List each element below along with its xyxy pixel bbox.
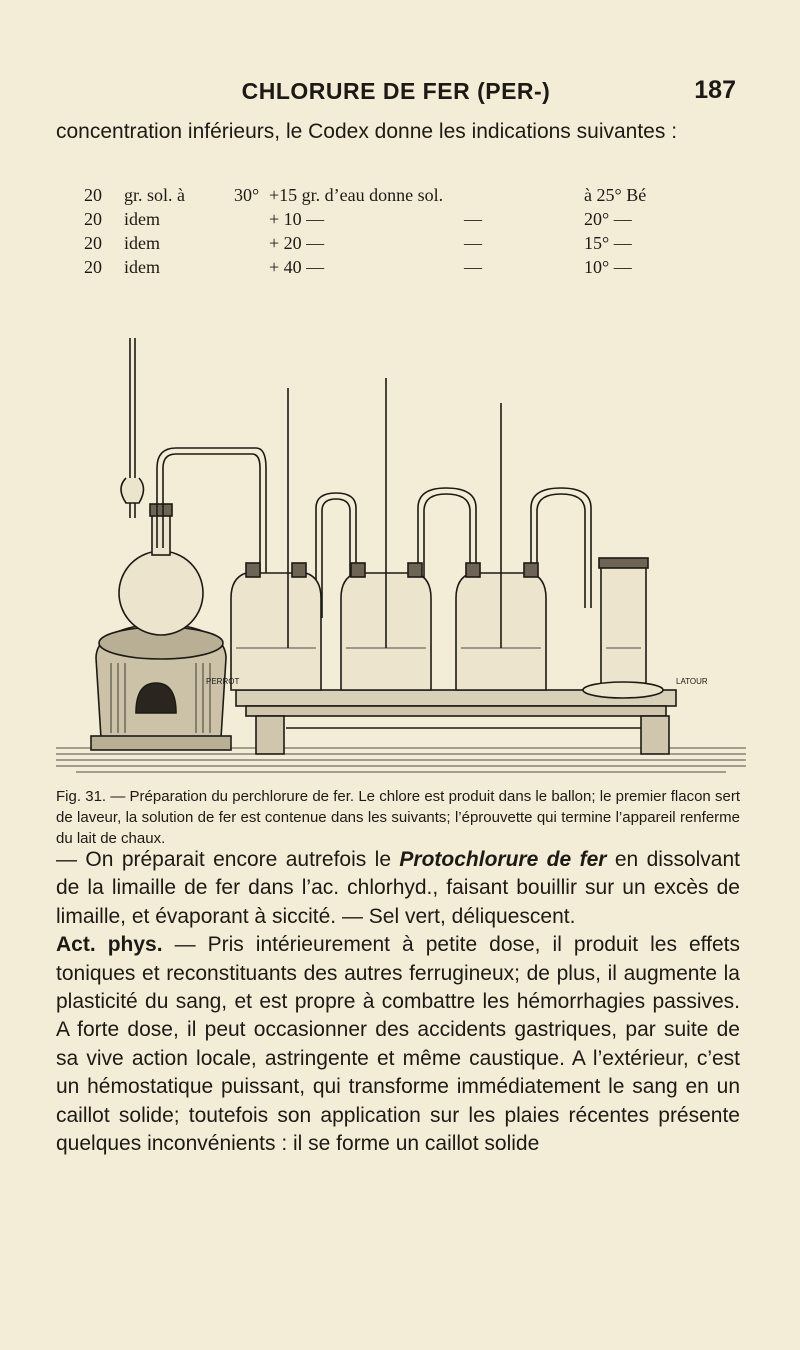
table-cell: idem — [124, 209, 160, 229]
table-cell: 20 — [84, 209, 102, 229]
table-cell: — — [464, 209, 482, 229]
table-cell: 15° — — [584, 233, 632, 253]
table-cell: + 40 — — [269, 257, 325, 277]
emphasized-term: Protochlorure de fer — [399, 848, 607, 871]
wooden-bench — [236, 690, 676, 754]
engraver-signature-left: PERROT — [206, 677, 240, 686]
running-title: CHLORURE DE FER (PER-) — [241, 78, 551, 104]
table-cell: 10° — — [584, 257, 632, 277]
table-cell: + 10 — — [269, 209, 325, 229]
paragraph-lead: — On préparait encore autrefois le — [56, 848, 400, 871]
intro-paragraph: concentration inférieurs, le Codex donne les indications suivantes : — [56, 120, 678, 143]
table-cell: — — [464, 257, 482, 277]
table-cell: 20° — — [584, 209, 632, 229]
table-cell: 20 — [84, 233, 102, 253]
table-cell: 20 — [84, 185, 102, 205]
figure-caption: Fig. 31. — Préparation du perchlorure de fer. Le chlore est produit dans le ballon; le premier flacon sert de laveur, la solution de fer est contenue dans les suivants; l’éprouvette qui termine l’appareil renferme du lait de chaux. — [56, 788, 740, 847]
balloon-flask — [119, 338, 203, 635]
table-cell: idem — [124, 233, 160, 253]
apparatus-drawing — [56, 318, 746, 778]
page-number: 187 — [694, 76, 736, 104]
running-header — [56, 78, 736, 108]
paragraph — [56, 931, 740, 1158]
table-cell: 30° — [234, 185, 260, 205]
paragraph-text: — Pris intérieurement à petite dose, il produit les effets toniques et reconstituants des autres ferrugineux; de plus, il augmente la plasticité du sang, et est propre à combattre les hémorrhagies passives. A forte dose, il peut occasionner des accidents gastriques, par suite de sa vive action locale, astringente et même caustique. A l’extérieur, c’est un hémostatique puissant, qui transforme immédiatement le sang en un caillot solide; toutefois son application sur les plaies récentes présente quelques inconvénients : il se forme un caillot solide — [56, 933, 740, 1156]
paragraph-text: en dissolvant de la limaille de fer dans l’ac. chlorhyd., faisant bouillir sur un excès de limaille, et évaporant à siccité. — Sel vert, déliquescent. — [56, 848, 740, 928]
table-cell: +15 gr. d’eau donne sol. — [269, 185, 444, 205]
table-row — [84, 255, 744, 279]
apparatus-illustration — [56, 318, 746, 778]
table-row — [84, 231, 744, 255]
table-cell: 20 — [84, 257, 102, 277]
table-cell: + 20 — — [269, 233, 325, 253]
table-cell: à 25° Bé — [584, 185, 647, 205]
table-row — [84, 183, 744, 207]
body-text — [56, 846, 740, 1158]
table-cell: gr. sol. à — [124, 185, 185, 205]
section-label: Act. phys. — [56, 933, 163, 957]
engraver-signature-right: LATOUR — [676, 677, 708, 686]
concentration-table — [84, 183, 744, 279]
table-cell: — — [464, 233, 482, 253]
furnace — [91, 623, 231, 750]
wash-bottles — [231, 378, 546, 690]
test-cylinder — [583, 558, 663, 698]
table-row — [84, 207, 744, 231]
paragraph — [56, 846, 740, 931]
table-cell: idem — [124, 257, 160, 277]
